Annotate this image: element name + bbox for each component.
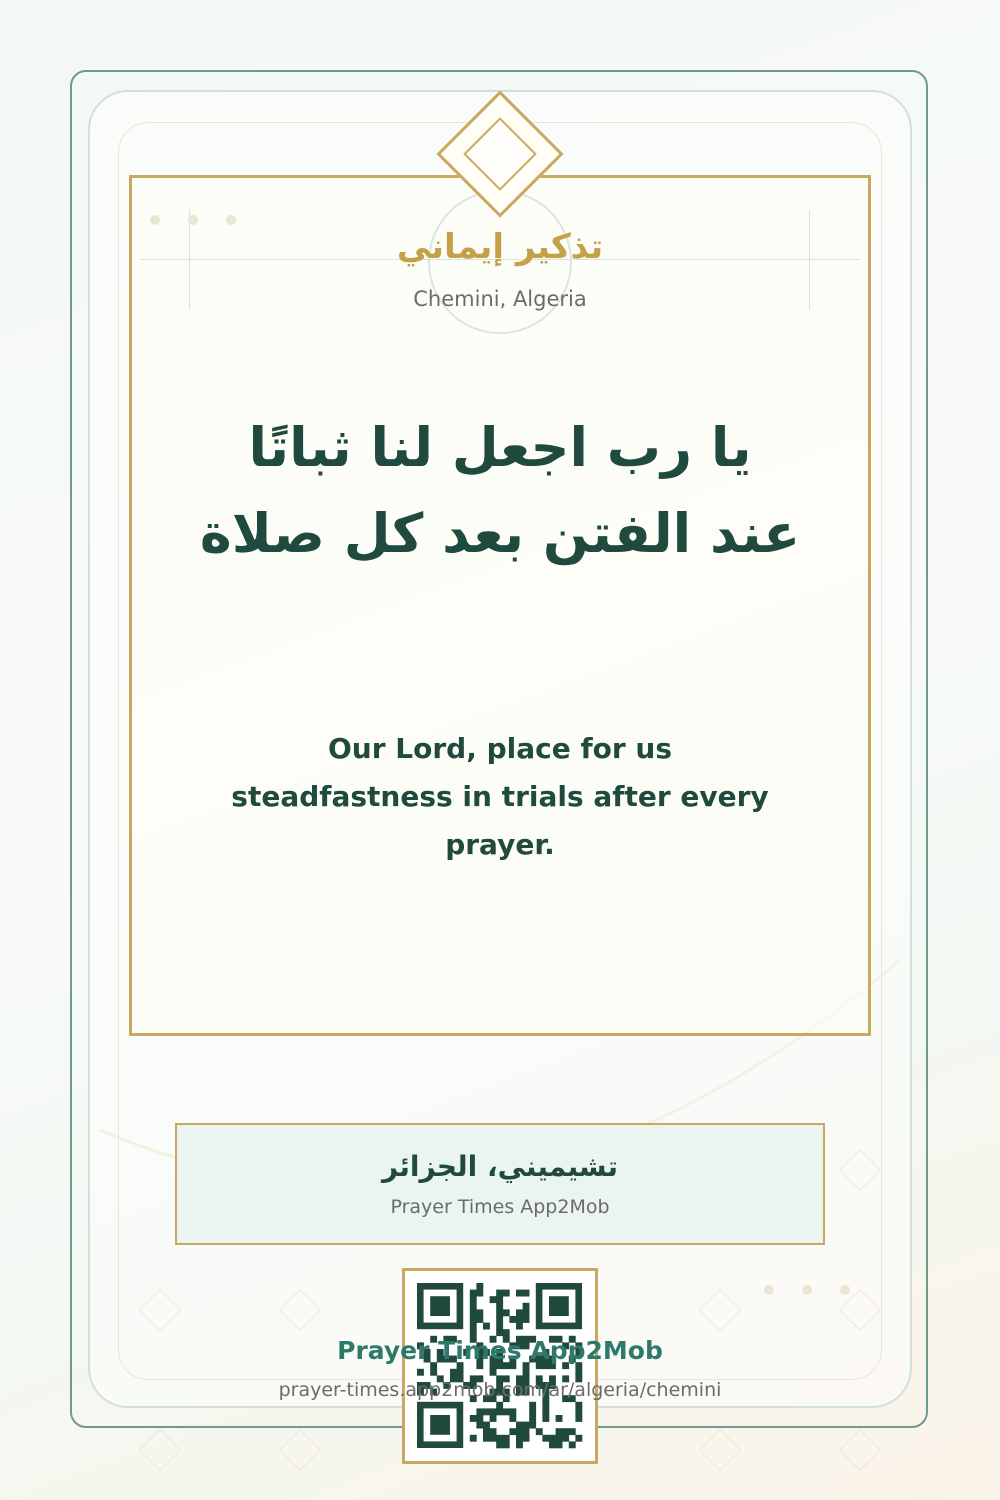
location-subtitle: Chemini, Algeria — [413, 287, 587, 311]
arabic-dua-line: عند الفتن بعد كل صلاة — [199, 502, 801, 565]
decorative-dot — [840, 1285, 850, 1295]
decorative-dot — [226, 215, 236, 225]
footer-brand[interactable]: Prayer Times App2Mob — [337, 1336, 663, 1365]
location-name-ar: تشيميني، الجزائر — [381, 1150, 619, 1183]
header-divider-right — [809, 210, 810, 310]
decorative-dot — [188, 215, 198, 225]
page-title: تذكير إيماني — [396, 227, 604, 267]
arabic-dua — [150, 405, 850, 577]
decorative-dot — [150, 215, 160, 225]
english-translation: Our Lord, place for us steadfastness in trials after every prayer. — [231, 732, 769, 861]
decorative-dot — [802, 1285, 812, 1295]
header-divider-left — [189, 210, 190, 310]
decorative-dot — [764, 1285, 774, 1295]
app-name: Prayer Times App2Mob — [390, 1196, 610, 1218]
arabic-dua-line: يا رب اجعل لنا ثباتًا — [248, 416, 752, 479]
location-box — [175, 1123, 825, 1245]
footer-url[interactable]: prayer-times.app2mob.com/ar/algeria/chemini — [278, 1379, 722, 1401]
